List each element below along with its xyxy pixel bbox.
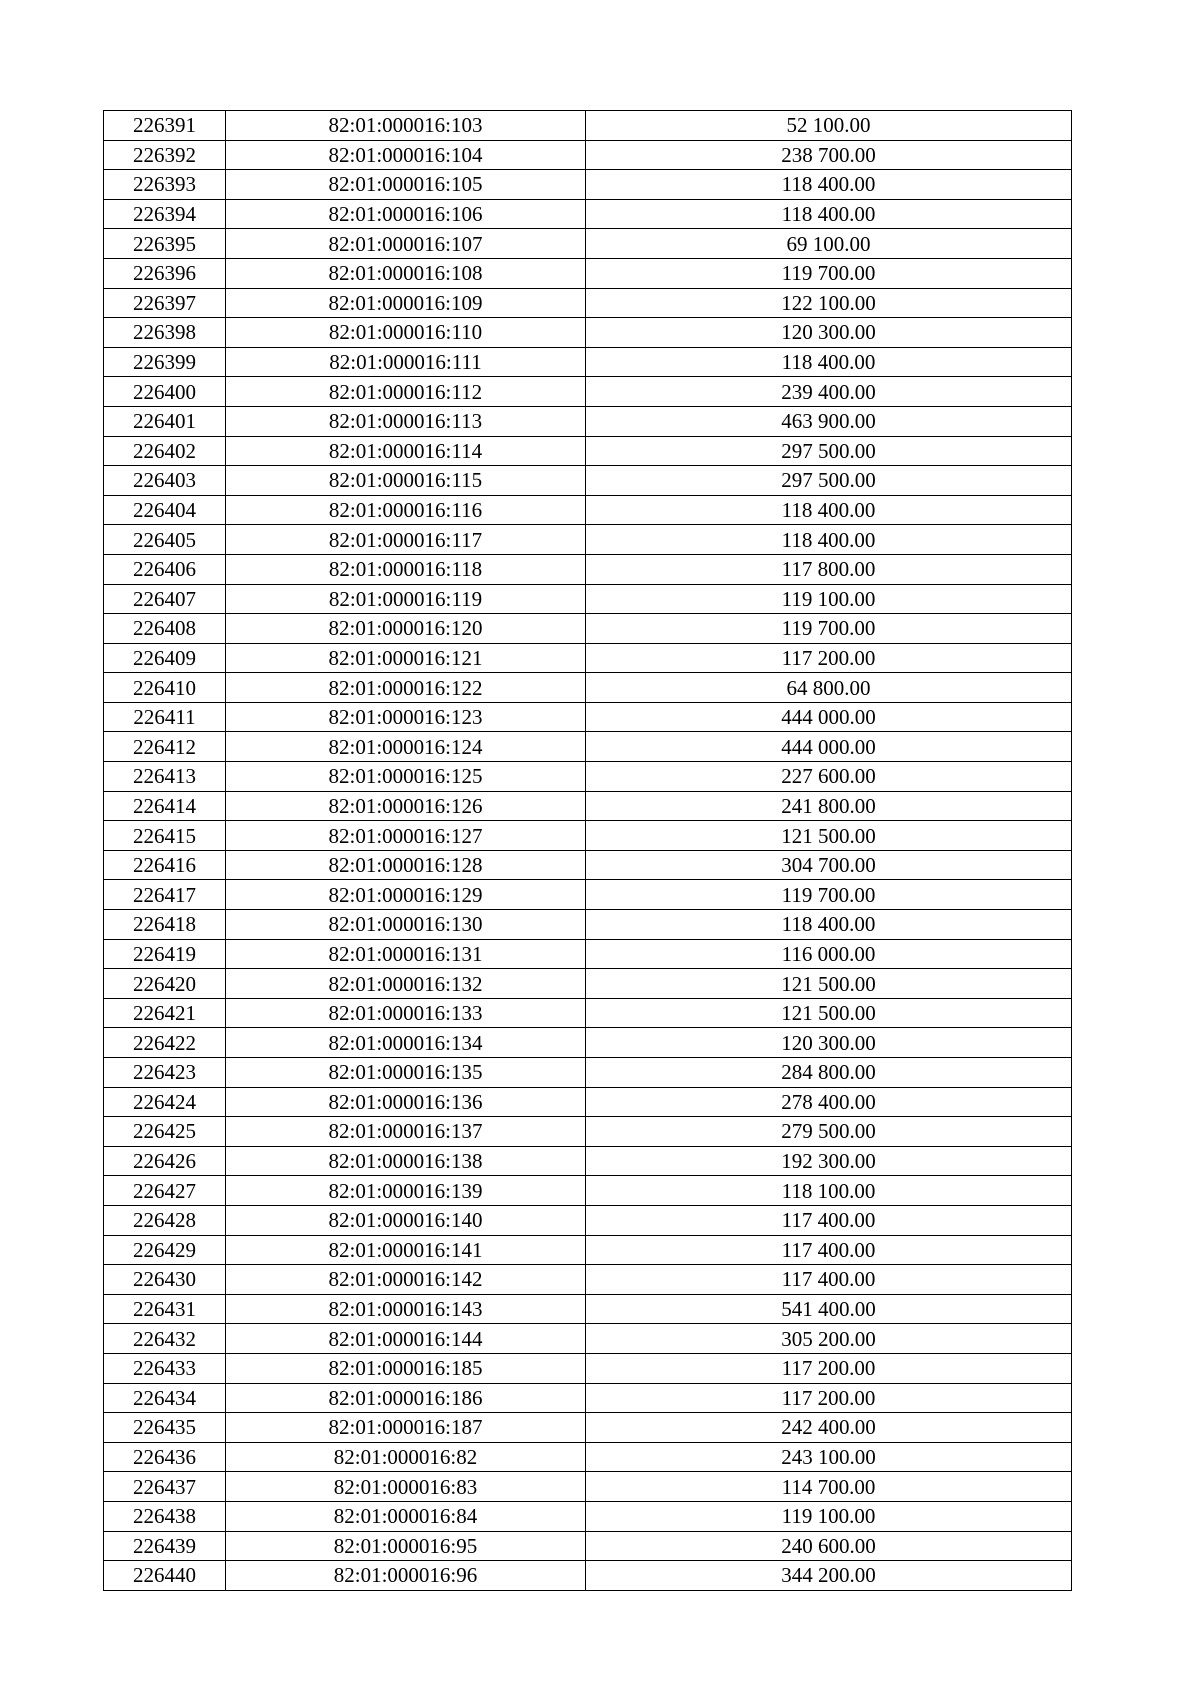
row-number-cell: 226400 bbox=[104, 377, 226, 407]
row-number-cell: 226398 bbox=[104, 318, 226, 348]
cadastral-value-cell: 117 200.00 bbox=[586, 1353, 1072, 1383]
cadastral-number-cell: 82:01:000016:132 bbox=[226, 969, 586, 999]
cadastral-number-cell: 82:01:000016:105 bbox=[226, 170, 586, 200]
row-number-cell: 226401 bbox=[104, 406, 226, 436]
row-number-cell: 226413 bbox=[104, 762, 226, 792]
cadastral-value-cell: 119 100.00 bbox=[586, 1501, 1072, 1531]
row-number-cell: 226438 bbox=[104, 1501, 226, 1531]
cadastral-number-cell: 82:01:000016:122 bbox=[226, 673, 586, 703]
cadastral-value-cell: 241 800.00 bbox=[586, 791, 1072, 821]
row-number-cell: 226399 bbox=[104, 347, 226, 377]
cadastral-number-cell: 82:01:000016:110 bbox=[226, 318, 586, 348]
row-number-cell: 226407 bbox=[104, 584, 226, 614]
cadastral-value-cell: 118 400.00 bbox=[586, 347, 1072, 377]
row-number-cell: 226408 bbox=[104, 614, 226, 644]
table-row bbox=[104, 1146, 1072, 1176]
table-row bbox=[104, 1501, 1072, 1531]
table-row bbox=[104, 554, 1072, 584]
row-number-cell: 226436 bbox=[104, 1442, 226, 1472]
row-number-cell: 226421 bbox=[104, 998, 226, 1028]
table-row bbox=[104, 880, 1072, 910]
cadastral-value-cell: 120 300.00 bbox=[586, 318, 1072, 348]
cadastral-number-cell: 82:01:000016:113 bbox=[226, 406, 586, 436]
table-row bbox=[104, 998, 1072, 1028]
cadastral-value-cell: 119 700.00 bbox=[586, 614, 1072, 644]
row-number-cell: 226411 bbox=[104, 702, 226, 732]
table-row bbox=[104, 584, 1072, 614]
cadastral-value-cell: 444 000.00 bbox=[586, 702, 1072, 732]
cadastral-value-cell: 119 700.00 bbox=[586, 880, 1072, 910]
row-number-cell: 226426 bbox=[104, 1146, 226, 1176]
cadastral-number-cell: 82:01:000016:137 bbox=[226, 1117, 586, 1147]
cadastral-number-cell: 82:01:000016:186 bbox=[226, 1383, 586, 1413]
cadastral-value-table bbox=[103, 110, 1072, 1591]
table-row bbox=[104, 939, 1072, 969]
cadastral-value-cell: 119 700.00 bbox=[586, 258, 1072, 288]
table-row bbox=[104, 111, 1072, 141]
row-number-cell: 226429 bbox=[104, 1235, 226, 1265]
table-row bbox=[104, 1087, 1072, 1117]
table-row bbox=[104, 1442, 1072, 1472]
row-number-cell: 226434 bbox=[104, 1383, 226, 1413]
cadastral-number-cell: 82:01:000016:103 bbox=[226, 111, 586, 141]
cadastral-value-cell: 304 700.00 bbox=[586, 850, 1072, 880]
table-row bbox=[104, 229, 1072, 259]
table-row bbox=[104, 1472, 1072, 1502]
cadastral-value-cell: 243 100.00 bbox=[586, 1442, 1072, 1472]
cadastral-value-cell: 278 400.00 bbox=[586, 1087, 1072, 1117]
cadastral-number-cell: 82:01:000016:187 bbox=[226, 1413, 586, 1443]
cadastral-value-cell: 117 400.00 bbox=[586, 1235, 1072, 1265]
cadastral-number-cell: 82:01:000016:114 bbox=[226, 436, 586, 466]
row-number-cell: 226418 bbox=[104, 910, 226, 940]
cadastral-number-cell: 82:01:000016:140 bbox=[226, 1205, 586, 1235]
cadastral-number-cell: 82:01:000016:139 bbox=[226, 1176, 586, 1206]
cadastral-value-cell: 117 200.00 bbox=[586, 1383, 1072, 1413]
row-number-cell: 226397 bbox=[104, 288, 226, 318]
cadastral-value-cell: 279 500.00 bbox=[586, 1117, 1072, 1147]
cadastral-value-cell: 117 400.00 bbox=[586, 1205, 1072, 1235]
cadastral-number-cell: 82:01:000016:134 bbox=[226, 1028, 586, 1058]
cadastral-number-cell: 82:01:000016:128 bbox=[226, 850, 586, 880]
cadastral-number-cell: 82:01:000016:104 bbox=[226, 140, 586, 170]
table-row bbox=[104, 377, 1072, 407]
table-row bbox=[104, 347, 1072, 377]
cadastral-value-cell: 118 400.00 bbox=[586, 170, 1072, 200]
cadastral-value-cell: 344 200.00 bbox=[586, 1561, 1072, 1591]
row-number-cell: 226402 bbox=[104, 436, 226, 466]
table-row bbox=[104, 1205, 1072, 1235]
cadastral-number-cell: 82:01:000016:138 bbox=[226, 1146, 586, 1176]
cadastral-value-cell: 119 100.00 bbox=[586, 584, 1072, 614]
row-number-cell: 226432 bbox=[104, 1324, 226, 1354]
table-row bbox=[104, 199, 1072, 229]
cadastral-value-cell: 121 500.00 bbox=[586, 821, 1072, 851]
row-number-cell: 226419 bbox=[104, 939, 226, 969]
table-row bbox=[104, 791, 1072, 821]
row-number-cell: 226416 bbox=[104, 850, 226, 880]
cadastral-value-cell: 238 700.00 bbox=[586, 140, 1072, 170]
table-row bbox=[104, 969, 1072, 999]
table-row bbox=[104, 258, 1072, 288]
table-row bbox=[104, 614, 1072, 644]
cadastral-number-cell: 82:01:000016:116 bbox=[226, 495, 586, 525]
row-number-cell: 226425 bbox=[104, 1117, 226, 1147]
cadastral-value-cell: 69 100.00 bbox=[586, 229, 1072, 259]
table-row bbox=[104, 170, 1072, 200]
cadastral-value-cell: 118 400.00 bbox=[586, 495, 1072, 525]
cadastral-number-cell: 82:01:000016:123 bbox=[226, 702, 586, 732]
row-number-cell: 226394 bbox=[104, 199, 226, 229]
table-row bbox=[104, 702, 1072, 732]
table-row bbox=[104, 850, 1072, 880]
cadastral-number-cell: 82:01:000016:127 bbox=[226, 821, 586, 851]
cadastral-number-cell: 82:01:000016:82 bbox=[226, 1442, 586, 1472]
row-number-cell: 226410 bbox=[104, 673, 226, 703]
cadastral-value-cell: 64 800.00 bbox=[586, 673, 1072, 703]
cadastral-number-cell: 82:01:000016:131 bbox=[226, 939, 586, 969]
cadastral-number-cell: 82:01:000016:109 bbox=[226, 288, 586, 318]
row-number-cell: 226433 bbox=[104, 1353, 226, 1383]
cadastral-number-cell: 82:01:000016:107 bbox=[226, 229, 586, 259]
cadastral-value-cell: 117 200.00 bbox=[586, 643, 1072, 673]
row-number-cell: 226391 bbox=[104, 111, 226, 141]
table-row bbox=[104, 140, 1072, 170]
table-row bbox=[104, 732, 1072, 762]
table-row bbox=[104, 673, 1072, 703]
cadastral-number-cell: 82:01:000016:108 bbox=[226, 258, 586, 288]
cadastral-number-cell: 82:01:000016:112 bbox=[226, 377, 586, 407]
row-number-cell: 226404 bbox=[104, 495, 226, 525]
cadastral-value-cell: 192 300.00 bbox=[586, 1146, 1072, 1176]
row-number-cell: 226435 bbox=[104, 1413, 226, 1443]
cadastral-number-cell: 82:01:000016:143 bbox=[226, 1294, 586, 1324]
cadastral-value-cell: 121 500.00 bbox=[586, 998, 1072, 1028]
table-row bbox=[104, 1265, 1072, 1295]
row-number-cell: 226409 bbox=[104, 643, 226, 673]
table-row bbox=[104, 1058, 1072, 1088]
cadastral-value-cell: 118 400.00 bbox=[586, 199, 1072, 229]
cadastral-number-cell: 82:01:000016:115 bbox=[226, 466, 586, 496]
cadastral-number-cell: 82:01:000016:136 bbox=[226, 1087, 586, 1117]
table-row bbox=[104, 1413, 1072, 1443]
cadastral-number-cell: 82:01:000016:124 bbox=[226, 732, 586, 762]
table-row bbox=[104, 1383, 1072, 1413]
cadastral-value-cell: 541 400.00 bbox=[586, 1294, 1072, 1324]
row-number-cell: 226431 bbox=[104, 1294, 226, 1324]
cadastral-value-cell: 121 500.00 bbox=[586, 969, 1072, 999]
cadastral-number-cell: 82:01:000016:117 bbox=[226, 525, 586, 555]
table-row bbox=[104, 466, 1072, 496]
cadastral-value-cell: 463 900.00 bbox=[586, 406, 1072, 436]
row-number-cell: 226439 bbox=[104, 1531, 226, 1561]
cadastral-value-cell: 122 100.00 bbox=[586, 288, 1072, 318]
cadastral-number-cell: 82:01:000016:185 bbox=[226, 1353, 586, 1383]
row-number-cell: 226412 bbox=[104, 732, 226, 762]
cadastral-number-cell: 82:01:000016:141 bbox=[226, 1235, 586, 1265]
row-number-cell: 226414 bbox=[104, 791, 226, 821]
cadastral-number-cell: 82:01:000016:135 bbox=[226, 1058, 586, 1088]
row-number-cell: 226424 bbox=[104, 1087, 226, 1117]
cadastral-number-cell: 82:01:000016:125 bbox=[226, 762, 586, 792]
cadastral-value-cell: 240 600.00 bbox=[586, 1531, 1072, 1561]
row-number-cell: 226417 bbox=[104, 880, 226, 910]
row-number-cell: 226430 bbox=[104, 1265, 226, 1295]
table-row bbox=[104, 406, 1072, 436]
row-number-cell: 226392 bbox=[104, 140, 226, 170]
row-number-cell: 226427 bbox=[104, 1176, 226, 1206]
table-row bbox=[104, 1294, 1072, 1324]
cadastral-number-cell: 82:01:000016:126 bbox=[226, 791, 586, 821]
table-row bbox=[104, 495, 1072, 525]
cadastral-number-cell: 82:01:000016:83 bbox=[226, 1472, 586, 1502]
cadastral-number-cell: 82:01:000016:96 bbox=[226, 1561, 586, 1591]
cadastral-number-cell: 82:01:000016:121 bbox=[226, 643, 586, 673]
cadastral-value-cell: 242 400.00 bbox=[586, 1413, 1072, 1443]
cadastral-value-cell: 239 400.00 bbox=[586, 377, 1072, 407]
cadastral-value-cell: 118 400.00 bbox=[586, 910, 1072, 940]
cadastral-value-cell: 297 500.00 bbox=[586, 466, 1072, 496]
table-row bbox=[104, 910, 1072, 940]
row-number-cell: 226423 bbox=[104, 1058, 226, 1088]
table-row bbox=[104, 1176, 1072, 1206]
row-number-cell: 226396 bbox=[104, 258, 226, 288]
cadastral-value-cell: 297 500.00 bbox=[586, 436, 1072, 466]
cadastral-number-cell: 82:01:000016:106 bbox=[226, 199, 586, 229]
cadastral-number-cell: 82:01:000016:144 bbox=[226, 1324, 586, 1354]
row-number-cell: 226403 bbox=[104, 466, 226, 496]
cadastral-value-cell: 52 100.00 bbox=[586, 111, 1072, 141]
cadastral-value-cell: 114 700.00 bbox=[586, 1472, 1072, 1502]
table-row bbox=[104, 1561, 1072, 1591]
cadastral-number-cell: 82:01:000016:130 bbox=[226, 910, 586, 940]
row-number-cell: 226415 bbox=[104, 821, 226, 851]
cadastral-number-cell: 82:01:000016:133 bbox=[226, 998, 586, 1028]
cadastral-number-cell: 82:01:000016:142 bbox=[226, 1265, 586, 1295]
cadastral-value-cell: 227 600.00 bbox=[586, 762, 1072, 792]
cadastral-number-cell: 82:01:000016:118 bbox=[226, 554, 586, 584]
table-row bbox=[104, 1117, 1072, 1147]
row-number-cell: 226422 bbox=[104, 1028, 226, 1058]
table-row bbox=[104, 318, 1072, 348]
table-row bbox=[104, 525, 1072, 555]
row-number-cell: 226428 bbox=[104, 1205, 226, 1235]
cadastral-value-cell: 305 200.00 bbox=[586, 1324, 1072, 1354]
cadastral-value-cell: 117 400.00 bbox=[586, 1265, 1072, 1295]
cadastral-value-cell: 444 000.00 bbox=[586, 732, 1072, 762]
cadastral-value-cell: 120 300.00 bbox=[586, 1028, 1072, 1058]
row-number-cell: 226420 bbox=[104, 969, 226, 999]
table-row bbox=[104, 1531, 1072, 1561]
cadastral-number-cell: 82:01:000016:84 bbox=[226, 1501, 586, 1531]
cadastral-number-cell: 82:01:000016:129 bbox=[226, 880, 586, 910]
table-row bbox=[104, 1353, 1072, 1383]
cadastral-value-cell: 116 000.00 bbox=[586, 939, 1072, 969]
cadastral-number-cell: 82:01:000016:119 bbox=[226, 584, 586, 614]
table-row bbox=[104, 288, 1072, 318]
cadastral-value-cell: 284 800.00 bbox=[586, 1058, 1072, 1088]
cadastral-value-cell: 117 800.00 bbox=[586, 554, 1072, 584]
cadastral-value-cell: 118 100.00 bbox=[586, 1176, 1072, 1206]
cadastral-number-cell: 82:01:000016:111 bbox=[226, 347, 586, 377]
cadastral-number-cell: 82:01:000016:95 bbox=[226, 1531, 586, 1561]
row-number-cell: 226405 bbox=[104, 525, 226, 555]
cadastral-value-cell: 118 400.00 bbox=[586, 525, 1072, 555]
table-row bbox=[104, 1324, 1072, 1354]
row-number-cell: 226437 bbox=[104, 1472, 226, 1502]
table-row bbox=[104, 643, 1072, 673]
table-body bbox=[104, 111, 1072, 1591]
row-number-cell: 226393 bbox=[104, 170, 226, 200]
row-number-cell: 226406 bbox=[104, 554, 226, 584]
row-number-cell: 226395 bbox=[104, 229, 226, 259]
table-row bbox=[104, 436, 1072, 466]
cadastral-number-cell: 82:01:000016:120 bbox=[226, 614, 586, 644]
table-row bbox=[104, 1028, 1072, 1058]
table-row bbox=[104, 762, 1072, 792]
table-row bbox=[104, 1235, 1072, 1265]
table-row bbox=[104, 821, 1072, 851]
row-number-cell: 226440 bbox=[104, 1561, 226, 1591]
